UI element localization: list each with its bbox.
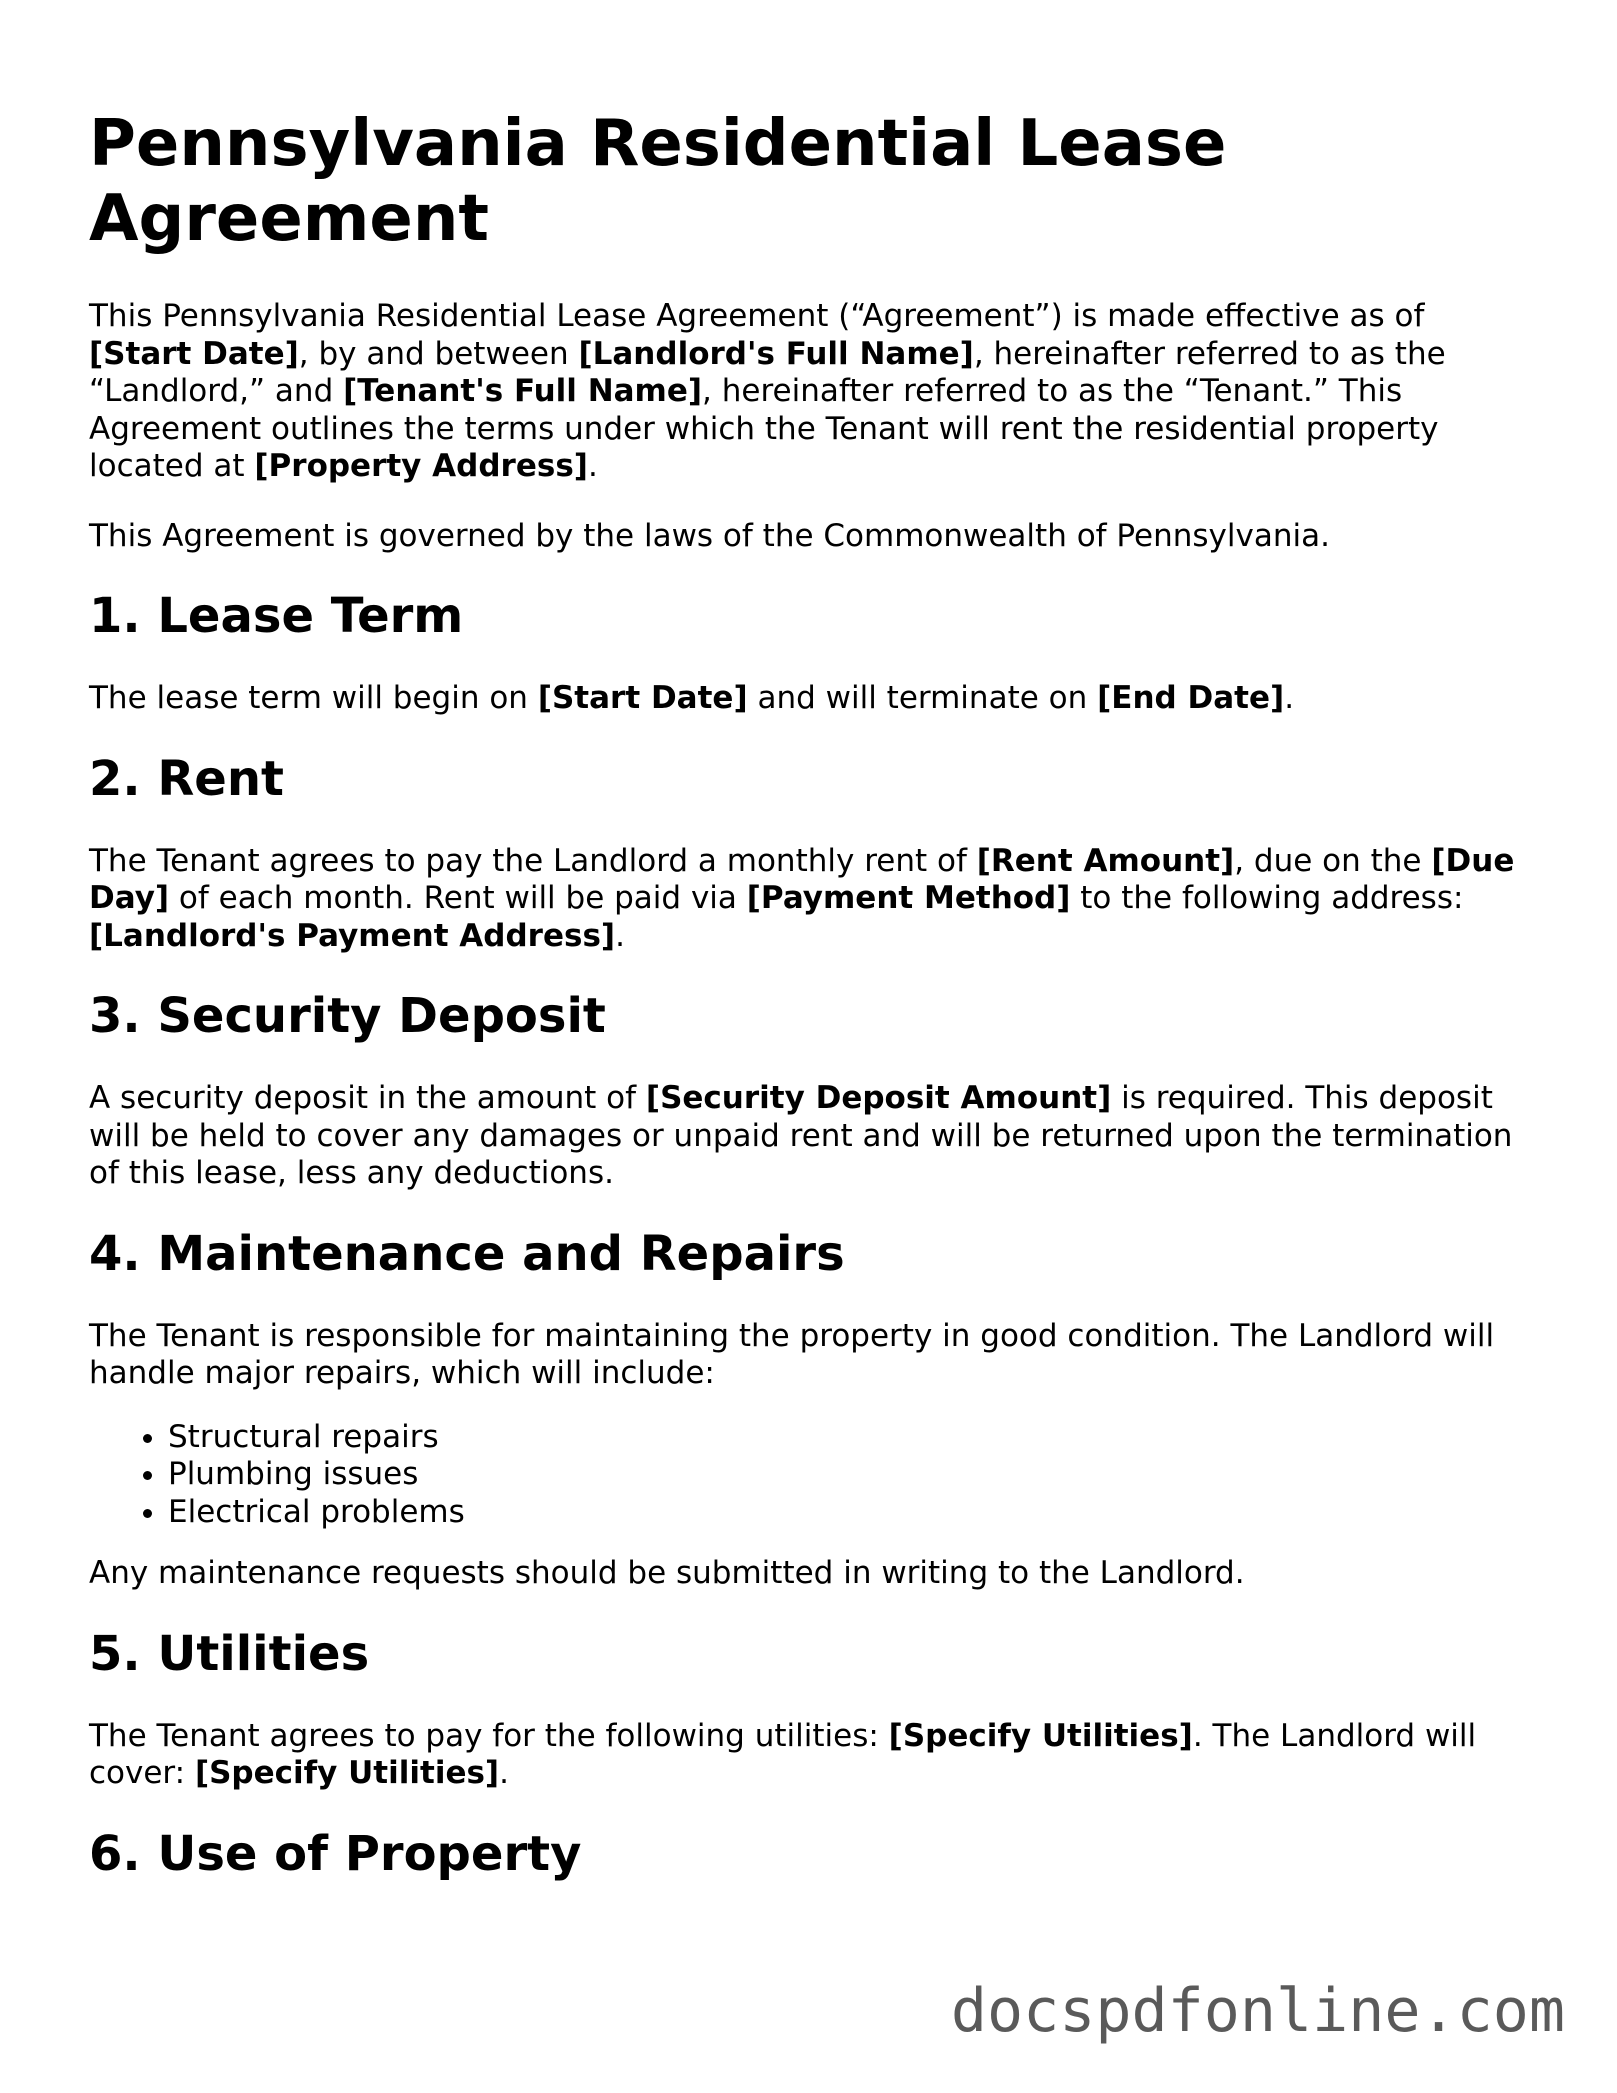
section-heading-lease-term: 1. Lease Term <box>89 588 464 644</box>
placeholder-tenant-name: [Tenant's Full Name] <box>343 373 703 409</box>
document-title: Pennsylvania Residential Lease Agreement <box>89 107 1227 256</box>
list-item: • Electrical problems <box>168 1494 1534 1532</box>
maintenance-paragraph: The Tenant is responsible for maintaining the property in good condition. The Landlord will handle major repairs, which will include: <box>89 1317 1495 1391</box>
placeholder-start-date: [Start Date] <box>89 335 299 372</box>
placeholder-deposit-amount: [Security Deposit Amount] <box>645 1080 1112 1116</box>
placeholder-end-date: [End Date] <box>1097 680 1285 716</box>
section-heading-use-of-property: 6. Use of Property <box>89 1825 582 1882</box>
placeholder-payment-method: [Payment Method] <box>746 880 1071 916</box>
section-heading-utilities: 5. Utilities <box>89 1625 370 1682</box>
repairs-list <box>89 1419 1534 1532</box>
section-heading-security-deposit: 3. Security Deposit <box>89 988 606 1044</box>
placeholder-rent-amount: [Rent Amount] <box>976 842 1235 879</box>
watermark: docspdfonline.com <box>950 1976 1565 2046</box>
utilities-paragraph: The Tenant agrees to pay for the following utilities: [Specify Utilities]. The Landlord will cover: [Specify Utilities]. <box>89 1717 1477 1791</box>
lease-term-paragraph: The lease term will begin on [Start Date] and will terminate on [End Date]. <box>89 680 1295 716</box>
placeholder-property-address: [Property Address] <box>254 448 588 484</box>
section-heading-maintenance: 4. Maintenance and Repairs <box>89 1225 845 1282</box>
placeholder-landlord-name: [Landlord's Full Name] <box>578 335 974 372</box>
placeholder-start-date: [Start Date] <box>537 680 748 716</box>
maintenance-requests-paragraph: Any maintenance requests should be submitted in writing to the Landlord. <box>89 1555 1245 1591</box>
placeholder-landlord-utilities: [Specify Utilities] <box>194 1755 500 1791</box>
placeholder-payment-address: [Landlord's Payment Address] <box>89 917 616 954</box>
document-page <box>89 107 1534 1918</box>
security-deposit-paragraph: A security deposit in the amount of [Security Deposit Amount] is required. This deposit will be held to cover any damages or unpaid rent and will be returned upon the termination of this lease, less any deductions. <box>89 1080 1513 1191</box>
list-item: • Plumbing issues <box>168 1456 1534 1494</box>
placeholder-due-day: [Due Day] <box>89 842 1515 916</box>
list-item: • Structural repairs <box>168 1419 1534 1457</box>
intro-paragraph: This Pennsylvania Residential Lease Agreement (“Agreement”) is made effective as of [Start Date], by and between [Landlord's Full Name], hereinafter referred to as the “Landlord,” and [Tenant's Full Name], hereinafter referred to as the “Tenant.” This Agreement outlines the terms under which the Tenant will rent the residential property located at [Property Address]. <box>89 298 1446 484</box>
section-heading-rent: 2. Rent <box>89 750 284 807</box>
governing-law-paragraph: This Agreement is governed by the laws of the Commonwealth of Pennsylvania. <box>89 517 1330 554</box>
placeholder-tenant-utilities: [Specify Utilities] <box>888 1717 1193 1754</box>
rent-paragraph: The Tenant agrees to pay the Landlord a monthly rent of [Rent Amount], due on the [Due Day] of each month. Rent will be paid via [Payment Method] to the following address: [Landlord's Payment Address]. <box>89 842 1515 954</box>
